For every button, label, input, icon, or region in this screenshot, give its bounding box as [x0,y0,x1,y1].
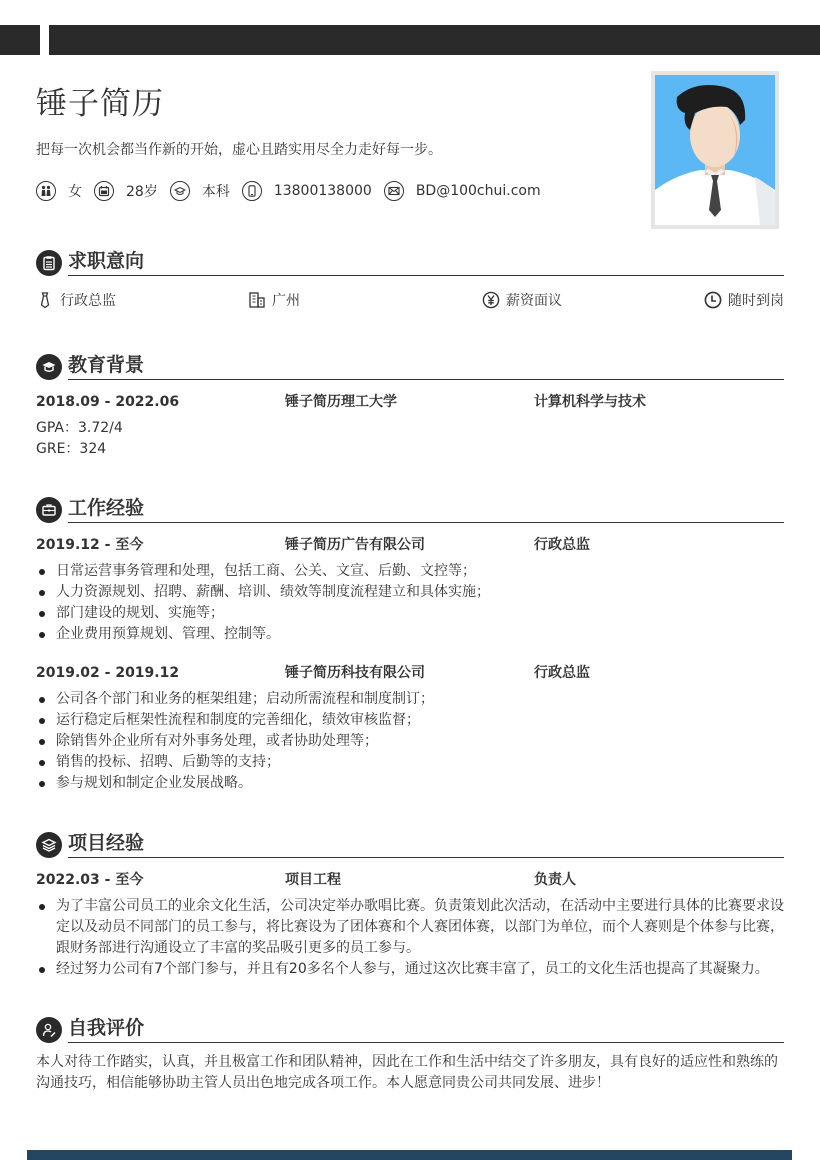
project-entry-header [36,870,784,890]
work-period: 2019.02 - 2019.12 [36,665,180,681]
list-item: 为了丰富公司员工的业余文化生活，公司决定举办歌唱比赛。负责策划此次活动，在活动中主要进行具体的比赛要求设定以及动员不同部门的员工参与，将比赛设为了团体赛和个人赛团体赛，以部门为单位，而个人赛则是个体参与比赛，跟财务部进行沟通设立了丰富的奖品吸引更多的员工参与。 [36,896,784,959]
gender-value: 女 [68,184,82,200]
intent-availability-value: 随时到岗 [728,293,784,309]
section-job-intent [36,246,784,310]
work-duties-list [36,689,784,794]
resume-name: 锤子简历 [36,86,164,122]
list-item: 企业费用预算规划、管理、控制等。 [36,624,784,645]
mail-icon [384,181,404,201]
graduation-cap-icon [170,181,190,201]
section-header [36,1013,784,1043]
project-name: 项目工程 [285,872,341,888]
intent-city-value: 广州 [272,293,300,309]
section-title: 教育背景 [68,352,784,380]
education-details [36,418,784,460]
section-header [36,246,784,276]
email-value: BD@100chui.com [415,183,541,199]
intent-city [248,290,300,310]
work-duties-list [36,561,784,645]
calendar-icon [94,181,114,201]
education-school: 锤子简历理工大学 [285,394,397,410]
list-item: 部门建设的规划、实施等； [36,603,784,624]
section-title: 求职意向 [68,248,784,276]
section-title: 自我评价 [68,1015,784,1043]
work-entry-header [36,535,784,555]
work-role: 行政总监 [534,537,590,553]
info-phone [242,181,372,201]
project-period: 2022.03 - 至今 [36,872,144,888]
age-value: 28岁 [126,184,158,200]
phone-value: 13800138000 [273,183,372,199]
info-email [384,181,541,201]
project-role: 负责人 [534,872,576,888]
personal-info-row [36,181,553,201]
building-icon [248,291,266,309]
list-item: 销售的投标、招聘、后勤等的支持； [36,752,784,773]
section-project-experience [36,828,784,980]
section-title: 项目经验 [68,830,784,858]
yen-icon [482,291,500,309]
info-age [94,181,158,201]
section-self-evaluation [36,1013,784,1094]
section-work-experience [36,493,784,794]
list-item: 人力资源规划、招聘、薪酬、培训、绩效等制度流程建立和具体实施； [36,582,784,603]
info-gender [36,181,82,201]
work-company: 锤子简历科技有限公司 [285,665,425,681]
motto: 把每一次机会都当作新的开始，虚心且踏实用尽全力走好每一步。 [36,142,442,158]
list-item: 运行稳定后框架性流程和制度的完善细化，绩效审核监督； [36,710,784,731]
section-header [36,493,784,523]
layers-icon [36,832,62,858]
section-header [36,350,784,380]
job-intent-row [36,290,784,310]
profile-photo [651,71,779,229]
top-bar-left-block [0,25,40,55]
intent-salary-value: 薪资面议 [506,293,562,309]
clock-icon [704,291,722,309]
list-item: 日常运营事务管理和处理，包括工商、公关、文宣、后勤、文控等； [36,561,784,582]
work-company: 锤子简历广告有限公司 [285,537,425,553]
work-role: 行政总监 [534,665,590,681]
education-major: 计算机科学与技术 [534,394,646,410]
list-item: 参与规划和制定企业发展战略。 [36,773,784,794]
work-entry-header [36,663,784,683]
intent-position [36,290,116,310]
education-period: 2018.09 - 2022.06 [36,394,180,410]
graduation-cap-icon [36,354,62,380]
list-item: 公司各个部门和业务的框架组建；启动所需流程和制度制订； [36,689,784,710]
list-item: 除销售外企业所有对外事务处理，或者协助处理等； [36,731,784,752]
info-education [170,181,230,201]
self-evaluation-text: 本人对待工作踏实，认真，并且极富工作和团队精神，因此在工作和生活中结交了许多朋友，具有良好的适应性和熟练的沟通技巧，相信能够协助主管人员出色地完成各项工作。本人愿意同贵公司共同发展、进步！ [36,1054,778,1091]
section-header [36,828,784,858]
intent-salary [482,290,562,310]
education-value: 本科 [201,184,230,200]
work-period: 2019.12 - 至今 [36,537,144,553]
list-item: 经过努力公司有7个部门参与，并且有20多名个人参与，通过这次比赛丰富了，员工的文化生活也提高了其凝聚力。 [36,959,784,980]
phone-icon [242,181,262,201]
section-title: 工作经验 [68,495,784,523]
section-education [36,350,784,460]
gender-icon [36,181,56,201]
education-gpa: GPA：3.72/4 [36,420,123,436]
project-details-list [36,896,784,980]
top-bar [49,25,820,55]
education-gre: GRE：324 [36,441,107,457]
intent-availability [704,290,784,310]
intent-position-value: 行政总监 [60,293,116,309]
user-edit-icon [36,1017,62,1043]
avatar [655,75,775,225]
tie-icon [36,291,54,309]
clipboard-icon [36,250,62,276]
education-entry-header [36,392,784,412]
footer-bar [27,1150,792,1160]
briefcase-icon [36,497,62,523]
